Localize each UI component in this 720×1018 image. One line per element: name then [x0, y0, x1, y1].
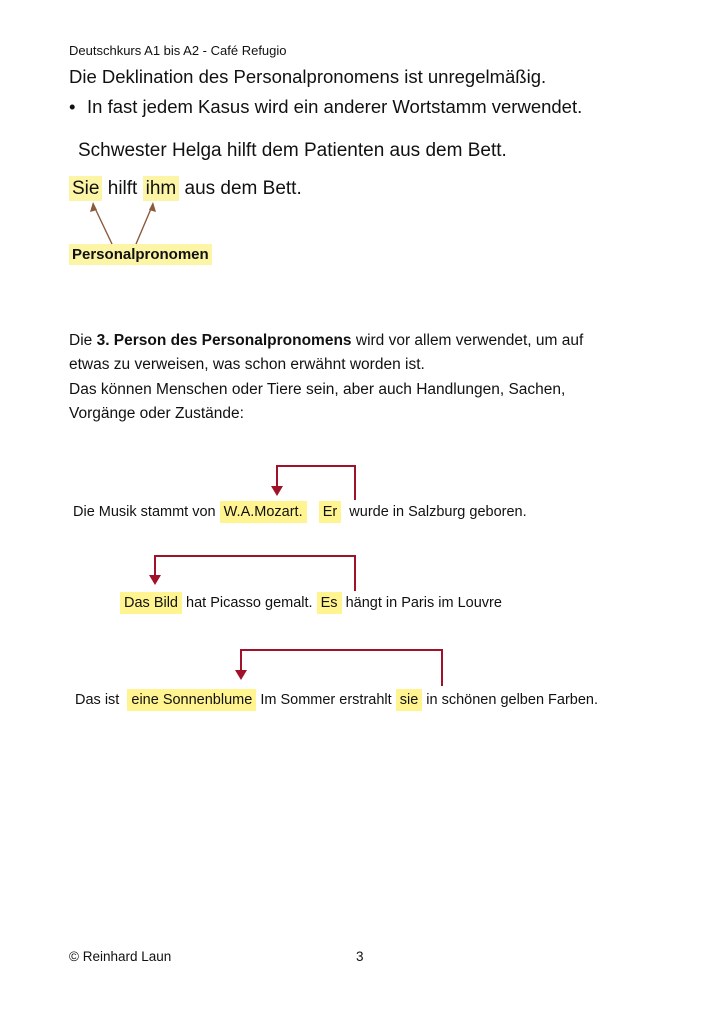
example-text: Das ist [75, 692, 124, 708]
example-text: wurde in Salzburg geboren. [349, 504, 527, 520]
pronoun-arrows [93, 204, 153, 244]
referring-pronoun: Er [319, 501, 342, 523]
word-hilft: hilft [107, 178, 138, 199]
page-number: 3 [356, 949, 364, 964]
example-text: in schönen gelben Farben. [426, 692, 599, 708]
arrow-sie-sonnenblume [241, 650, 442, 686]
reference-arrows [155, 466, 442, 686]
referent-noun: Das Bild [120, 592, 182, 614]
arrowhead-1 [271, 486, 283, 496]
arrowhead-2 [149, 575, 161, 585]
paragraph-line-4: Vorgänge oder Zustände: [69, 405, 244, 422]
arrowhead-3 [235, 670, 247, 680]
word-rest: aus dem Bett. [184, 178, 302, 199]
paragraph-text: Die [69, 332, 97, 349]
referent-noun: W.A.Mozart. [220, 501, 307, 523]
example-text: hat Picasso gemalt. [186, 595, 313, 611]
referent-noun: eine Sonnenblume [127, 689, 256, 711]
referring-pronoun: sie [396, 689, 423, 711]
pronoun-sie: Sie [69, 176, 102, 201]
referring-pronoun: Es [317, 592, 342, 614]
pronoun-ihm: ihm [143, 176, 180, 201]
arrow-es-bild [155, 556, 355, 591]
bullet-symbol: • [69, 96, 76, 117]
paragraph-bold: 3. Person des Personalpronomens [96, 332, 352, 349]
page-title: Die Deklination des Personalpronomens ist unregelmäßig. [69, 66, 547, 87]
example-text: Die Musik stammt von [73, 504, 220, 520]
paragraph-line-3: Das können Menschen oder Tiere sein, aber auch Handlungen, Sachen, [69, 381, 566, 398]
paragraph-line-2: etwas zu verweisen, was schon erwähnt worden ist. [69, 356, 425, 373]
footer-copyright: © Reinhard Laun [69, 949, 172, 964]
paragraph-text: wird vor allem verwendet, um auf [351, 332, 584, 349]
example-text: hängt in Paris im Louvre [345, 595, 502, 611]
course-header: Deutschkurs A1 bis A2 - Café Refugio [69, 43, 287, 58]
bullet-text: In fast jedem Kasus wird ein anderer Wortstamm verwendet. [87, 96, 583, 117]
example-text: Im Sommer erstrahlt [260, 692, 392, 708]
example-sentence: Schwester Helga hilft dem Patienten aus dem Bett. [78, 140, 507, 161]
personalpronomen-label: Personalpronomen [69, 244, 212, 265]
arrow-er-mozart [277, 466, 355, 500]
